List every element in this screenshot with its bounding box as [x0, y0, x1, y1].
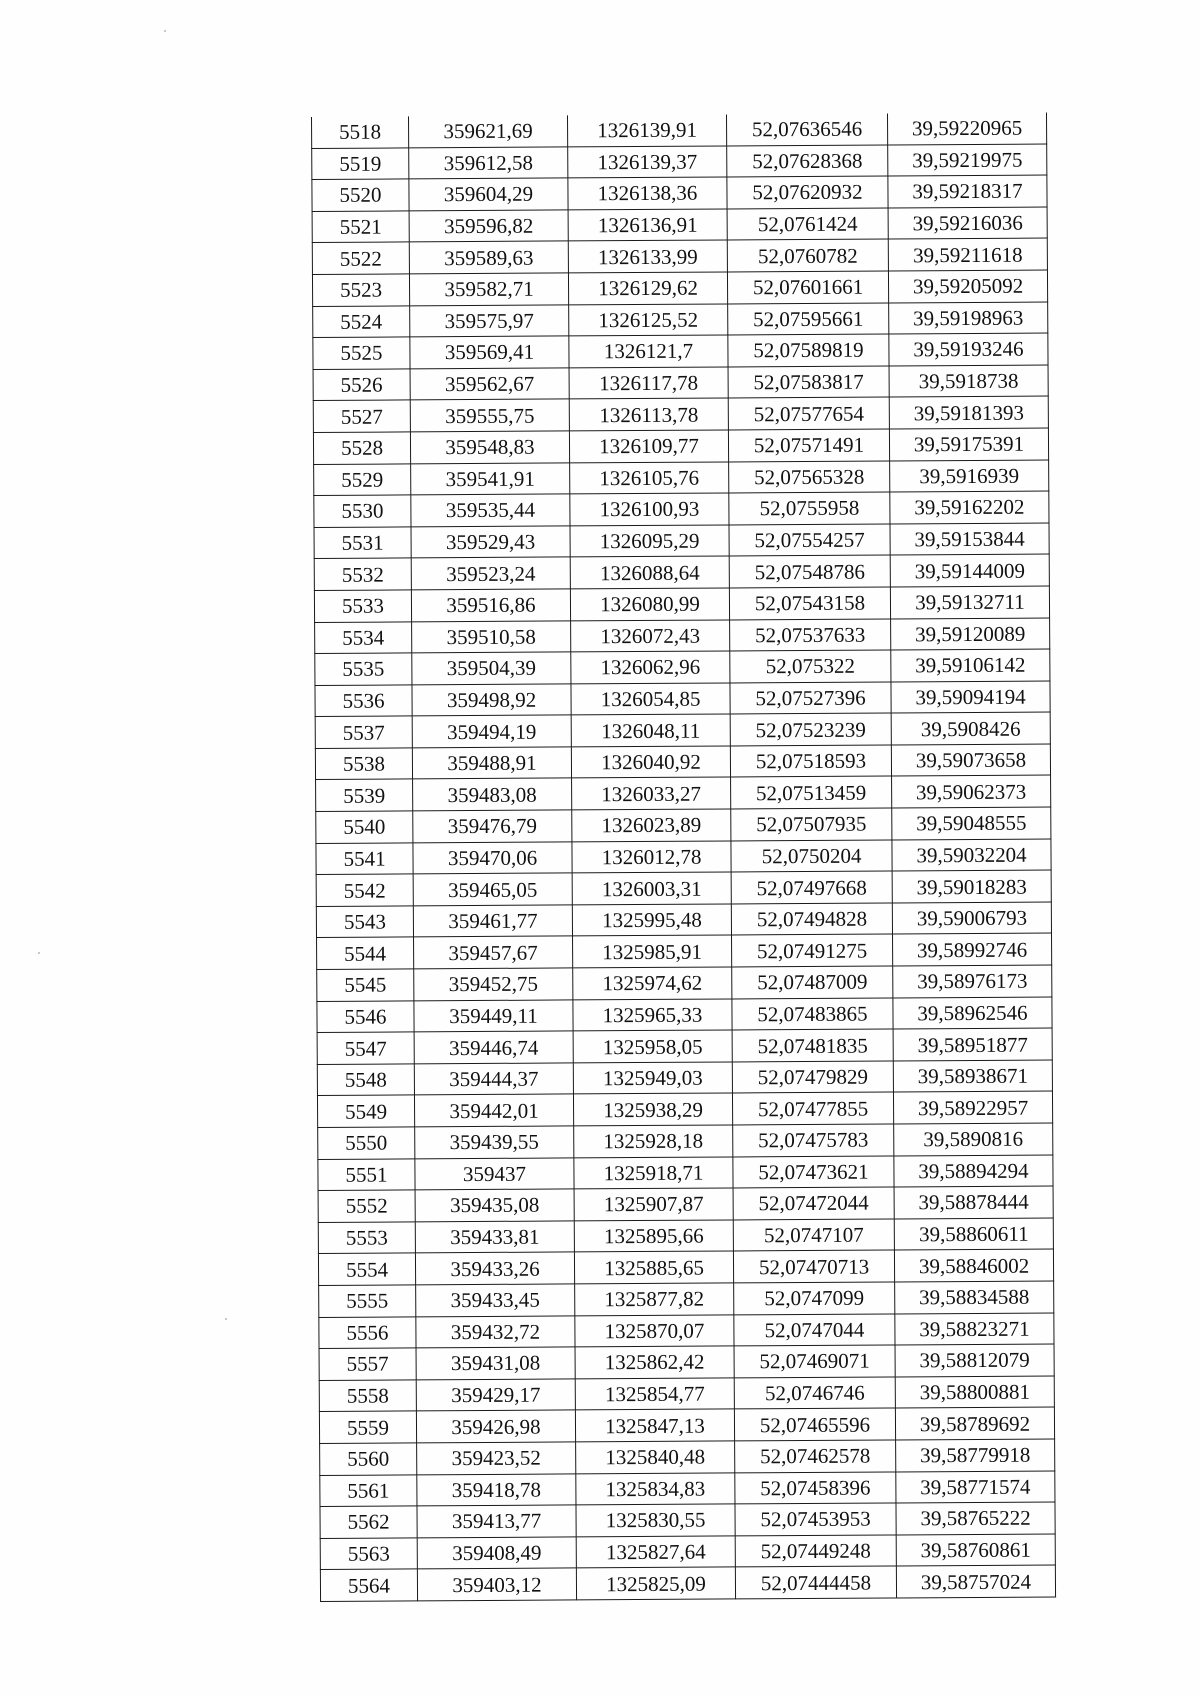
table-row [312, 207, 1047, 243]
table-row [312, 113, 1047, 149]
point-number-cell: 5531 [314, 527, 411, 559]
latitude-cell: 52,07473621 [733, 1156, 894, 1189]
x-coordinate-cell: 359413,77 [417, 1505, 576, 1538]
y-coordinate-cell: 1325938,29 [573, 1093, 732, 1126]
latitude-cell: 52,07472044 [733, 1187, 894, 1220]
longitude-cell: 39,58760861 [896, 1534, 1055, 1567]
longitude-cell: 39,59216036 [888, 207, 1047, 240]
latitude-cell: 52,07477855 [732, 1092, 893, 1125]
longitude-cell: 39,58894294 [894, 1155, 1053, 1188]
y-coordinate-cell: 1325918,71 [574, 1157, 733, 1190]
longitude-cell: 39,58938671 [893, 1060, 1052, 1093]
point-number-cell: 5538 [315, 748, 412, 780]
x-coordinate-cell: 359444,37 [414, 1063, 573, 1096]
longitude-cell: 39,59032204 [892, 839, 1051, 872]
table-row [315, 617, 1050, 653]
y-coordinate-cell: 1326139,91 [567, 114, 726, 146]
longitude-cell: 39,5890816 [894, 1123, 1053, 1156]
table-row [320, 1439, 1055, 1475]
y-coordinate-cell: 1326125,52 [569, 304, 728, 337]
point-number-cell: 5546 [317, 1001, 414, 1033]
latitude-cell: 52,0750204 [731, 840, 892, 873]
x-coordinate-cell: 359408,49 [417, 1537, 576, 1570]
latitude-cell: 52,07462578 [735, 1440, 896, 1473]
point-number-cell: 5543 [316, 906, 413, 938]
table-row [314, 554, 1049, 590]
longitude-cell: 39,5908426 [891, 712, 1050, 745]
x-coordinate-cell: 359461,77 [413, 905, 572, 938]
point-number-cell: 5523 [312, 274, 409, 306]
point-number-cell: 5540 [316, 811, 413, 843]
point-number-cell: 5524 [313, 305, 410, 337]
longitude-cell: 39,59006793 [892, 902, 1051, 935]
table-row [317, 1028, 1052, 1064]
x-coordinate-cell: 359483,08 [413, 778, 572, 811]
table-row [317, 933, 1052, 969]
table-row [320, 1471, 1055, 1507]
point-number-cell: 5526 [313, 369, 410, 401]
latitude-cell: 52,07601661 [727, 271, 888, 304]
longitude-cell: 39,58823271 [895, 1313, 1054, 1346]
scan-speck [38, 952, 40, 954]
x-coordinate-cell: 359432,72 [416, 1315, 575, 1348]
point-number-cell: 5549 [317, 1095, 414, 1127]
table-row [312, 175, 1047, 211]
point-number-cell: 5564 [320, 1569, 417, 1601]
point-number-cell: 5556 [319, 1316, 416, 1348]
y-coordinate-cell: 1326040,92 [571, 746, 730, 779]
table-row [315, 649, 1050, 685]
table-row [317, 1060, 1052, 1096]
table-row [315, 681, 1050, 717]
y-coordinate-cell: 1326133,99 [568, 240, 727, 273]
point-number-cell: 5560 [320, 1443, 417, 1475]
table-row [315, 744, 1050, 780]
y-coordinate-cell: 1326088,64 [570, 556, 729, 589]
y-coordinate-cell: 1325995,48 [572, 904, 731, 937]
table-row [312, 238, 1047, 274]
table-row [316, 902, 1051, 938]
point-number-cell: 5527 [313, 400, 410, 432]
point-number-cell: 5539 [316, 779, 413, 811]
x-coordinate-cell: 359423,52 [417, 1442, 576, 1475]
table-row [317, 997, 1052, 1033]
latitude-cell: 52,07449248 [735, 1535, 896, 1568]
latitude-cell: 52,07479829 [732, 1061, 893, 1094]
scan-speck [164, 30, 166, 32]
x-coordinate-cell: 359510,58 [412, 620, 571, 653]
longitude-cell: 39,58878444 [894, 1186, 1053, 1219]
longitude-cell: 39,58992746 [893, 933, 1052, 966]
x-coordinate-cell: 359582,71 [409, 273, 568, 306]
table-row [313, 365, 1048, 401]
x-coordinate-cell: 359504,39 [412, 652, 571, 685]
longitude-cell: 39,59073658 [891, 744, 1050, 777]
point-number-cell: 5528 [313, 432, 410, 464]
table-row [316, 870, 1051, 906]
latitude-cell: 52,07571491 [728, 429, 889, 462]
longitude-cell: 39,58834588 [895, 1281, 1054, 1314]
latitude-cell: 52,0755958 [729, 492, 890, 525]
x-coordinate-cell: 359516,86 [411, 589, 570, 622]
y-coordinate-cell: 1326048,11 [571, 714, 730, 747]
y-coordinate-cell: 1326012,78 [572, 841, 731, 874]
y-coordinate-cell: 1326054,85 [571, 683, 730, 716]
x-coordinate-cell: 359494,19 [412, 715, 571, 748]
point-number-cell: 5529 [314, 463, 411, 495]
longitude-cell: 39,58976173 [893, 965, 1052, 998]
y-coordinate-cell: 1325985,91 [573, 935, 732, 968]
y-coordinate-cell: 1326136,91 [568, 209, 727, 242]
longitude-cell: 39,58860611 [894, 1218, 1053, 1251]
y-coordinate-cell: 1325834,83 [576, 1472, 735, 1505]
table-row [314, 491, 1049, 527]
coordinate-table [311, 113, 1056, 1602]
table-row [318, 1249, 1053, 1285]
x-coordinate-cell: 359429,17 [416, 1379, 575, 1412]
point-number-cell: 5554 [318, 1253, 415, 1285]
table-row [319, 1407, 1054, 1443]
x-coordinate-cell: 359452,75 [414, 968, 573, 1001]
x-coordinate-cell: 359488,91 [412, 747, 571, 780]
longitude-cell: 39,59062373 [892, 775, 1051, 808]
latitude-cell: 52,07483865 [732, 998, 893, 1031]
x-coordinate-cell: 359403,12 [417, 1568, 576, 1601]
latitude-cell: 52,07595661 [728, 303, 889, 336]
y-coordinate-cell: 1325958,05 [573, 1030, 732, 1063]
x-coordinate-cell: 359569,41 [410, 336, 569, 369]
latitude-cell: 52,07565328 [729, 461, 890, 494]
y-coordinate-cell: 1325895,66 [574, 1220, 733, 1253]
longitude-cell: 39,59106142 [891, 649, 1050, 682]
point-number-cell: 5545 [317, 969, 414, 1001]
x-coordinate-cell: 359529,43 [411, 526, 570, 559]
coordinate-table-body [312, 113, 1056, 1602]
x-coordinate-cell: 359596,82 [409, 210, 568, 243]
latitude-cell: 52,07583817 [728, 366, 889, 399]
longitude-cell: 39,59205092 [888, 270, 1047, 303]
longitude-cell: 39,59144009 [890, 554, 1049, 587]
longitude-cell: 39,58962546 [893, 997, 1052, 1030]
y-coordinate-cell: 1326129,62 [568, 272, 727, 305]
x-coordinate-cell: 359446,74 [414, 1031, 573, 1064]
longitude-cell: 39,59219975 [888, 144, 1047, 177]
longitude-cell: 39,5918738 [889, 365, 1048, 398]
longitude-cell: 39,58789692 [895, 1407, 1054, 1440]
table-row [320, 1502, 1055, 1538]
table-row [318, 1123, 1053, 1159]
y-coordinate-cell: 1326080,99 [570, 588, 729, 621]
point-number-cell: 5519 [312, 147, 409, 179]
point-number-cell: 5533 [314, 590, 411, 622]
table-row [314, 460, 1049, 496]
latitude-cell: 52,07470713 [733, 1250, 894, 1283]
x-coordinate-cell: 359562,67 [410, 368, 569, 401]
latitude-cell: 52,07554257 [729, 524, 890, 557]
point-number-cell: 5563 [320, 1538, 417, 1570]
y-coordinate-cell: 1325830,55 [576, 1504, 735, 1537]
x-coordinate-cell: 359523,24 [411, 557, 570, 590]
x-coordinate-cell: 359476,79 [413, 810, 572, 843]
table-row [319, 1344, 1054, 1380]
x-coordinate-cell: 359498,92 [412, 684, 571, 717]
point-number-cell: 5522 [312, 242, 409, 274]
x-coordinate-cell: 359604,29 [409, 178, 568, 211]
latitude-cell: 52,07527396 [730, 682, 891, 715]
longitude-cell: 39,59162202 [890, 491, 1049, 524]
x-coordinate-cell: 359433,45 [416, 1284, 575, 1317]
point-number-cell: 5534 [315, 621, 412, 653]
y-coordinate-cell: 1325928,18 [574, 1125, 733, 1158]
point-number-cell: 5542 [316, 874, 413, 906]
x-coordinate-cell: 359465,05 [413, 873, 572, 906]
y-coordinate-cell: 1325949,03 [573, 1062, 732, 1095]
x-coordinate-cell: 359470,06 [413, 842, 572, 875]
latitude-cell: 52,0747099 [734, 1282, 895, 1315]
latitude-cell: 52,0746746 [734, 1377, 895, 1410]
point-number-cell: 5561 [320, 1474, 417, 1506]
latitude-cell: 52,07543158 [729, 587, 890, 620]
point-number-cell: 5547 [317, 1032, 414, 1064]
latitude-cell: 52,07469071 [734, 1345, 895, 1378]
table-row [318, 1218, 1053, 1254]
latitude-cell: 52,07465596 [734, 1408, 895, 1441]
y-coordinate-cell: 1326139,37 [568, 146, 727, 179]
point-number-cell: 5537 [315, 716, 412, 748]
x-coordinate-cell: 359548,83 [410, 431, 569, 464]
point-number-cell: 5550 [318, 1127, 415, 1159]
x-coordinate-cell: 359457,67 [414, 936, 573, 969]
latitude-cell: 52,07589819 [728, 334, 889, 367]
y-coordinate-cell: 1326100,93 [570, 493, 729, 526]
point-number-cell: 5559 [319, 1411, 416, 1443]
latitude-cell: 52,07518593 [730, 745, 891, 778]
longitude-cell: 39,58812079 [895, 1344, 1054, 1377]
longitude-cell: 39,5916939 [890, 460, 1049, 493]
point-number-cell: 5541 [316, 843, 413, 875]
longitude-cell: 39,58846002 [894, 1249, 1053, 1282]
table-row [318, 1186, 1053, 1222]
point-number-cell: 5520 [312, 179, 409, 211]
table-row [319, 1281, 1054, 1317]
point-number-cell: 5536 [315, 685, 412, 717]
table-row [313, 333, 1048, 369]
x-coordinate-cell: 359433,81 [415, 1221, 574, 1254]
table-row [316, 775, 1051, 811]
longitude-cell: 39,58951877 [893, 1028, 1052, 1061]
point-number-cell: 5544 [317, 937, 414, 969]
longitude-cell: 39,59132711 [890, 586, 1049, 619]
longitude-cell: 39,59181393 [889, 396, 1048, 429]
longitude-cell: 39,59153844 [890, 523, 1049, 556]
x-coordinate-cell: 359612,58 [409, 147, 568, 180]
point-number-cell: 5558 [319, 1380, 416, 1412]
point-number-cell: 5552 [318, 1190, 415, 1222]
x-coordinate-cell: 359439,55 [415, 1126, 574, 1159]
table-row [314, 586, 1049, 622]
point-number-cell: 5530 [314, 495, 411, 527]
table-row [319, 1313, 1054, 1349]
longitude-cell: 39,59220965 [887, 113, 1046, 145]
longitude-cell: 39,59048555 [892, 807, 1051, 840]
y-coordinate-cell: 1325877,82 [575, 1283, 734, 1316]
y-coordinate-cell: 1325840,48 [576, 1441, 735, 1474]
x-coordinate-cell: 359435,08 [415, 1189, 574, 1222]
x-coordinate-cell: 359433,26 [415, 1252, 574, 1285]
x-coordinate-cell: 359437 [415, 1158, 574, 1191]
y-coordinate-cell: 1326113,78 [569, 398, 728, 431]
table-row [313, 302, 1048, 338]
longitude-cell: 39,58765222 [896, 1502, 1055, 1535]
table-row [317, 965, 1052, 1001]
x-coordinate-cell: 359589,63 [409, 241, 568, 274]
table-row [316, 839, 1051, 875]
latitude-cell: 52,07507935 [731, 808, 892, 841]
table-row [314, 523, 1049, 559]
longitude-cell: 39,59175391 [889, 428, 1048, 461]
point-number-cell: 5553 [318, 1222, 415, 1254]
longitude-cell: 39,59193246 [889, 333, 1048, 366]
table-row [320, 1534, 1055, 1570]
y-coordinate-cell: 1325862,42 [575, 1346, 734, 1379]
table-row [317, 1091, 1052, 1127]
table-row [312, 144, 1047, 180]
y-coordinate-cell: 1325827,64 [576, 1536, 735, 1569]
y-coordinate-cell: 1326023,89 [572, 809, 731, 842]
longitude-cell: 39,59198963 [889, 302, 1048, 335]
y-coordinate-cell: 1326105,76 [570, 461, 729, 494]
table-row [319, 1376, 1054, 1412]
x-coordinate-cell: 359431,08 [416, 1347, 575, 1380]
latitude-cell: 52,07458396 [735, 1471, 896, 1504]
table-row [315, 712, 1050, 748]
longitude-cell: 39,58800881 [895, 1376, 1054, 1409]
longitude-cell: 39,58779918 [896, 1439, 1055, 1472]
point-number-cell: 5548 [317, 1064, 414, 1096]
y-coordinate-cell: 1325870,07 [575, 1315, 734, 1348]
x-coordinate-cell: 359535,44 [411, 494, 570, 527]
point-number-cell: 5555 [319, 1285, 416, 1317]
point-number-cell: 5532 [314, 558, 411, 590]
y-coordinate-cell: 1325885,65 [574, 1251, 733, 1284]
point-number-cell: 5525 [313, 337, 410, 369]
longitude-cell: 39,59120089 [891, 617, 1050, 650]
table-row [312, 270, 1047, 306]
x-coordinate-cell: 359418,78 [417, 1473, 576, 1506]
table-row [313, 396, 1048, 432]
y-coordinate-cell: 1326003,31 [572, 872, 731, 905]
point-number-cell: 5535 [315, 653, 412, 685]
latitude-cell: 52,07628368 [727, 145, 888, 178]
y-coordinate-cell: 1325907,87 [574, 1188, 733, 1221]
longitude-cell: 39,58922957 [893, 1091, 1052, 1124]
latitude-cell: 52,07513459 [731, 776, 892, 809]
y-coordinate-cell: 1326095,29 [570, 525, 729, 558]
y-coordinate-cell: 1326072,43 [571, 619, 730, 652]
point-number-cell: 5551 [318, 1158, 415, 1190]
latitude-cell: 52,07537633 [730, 618, 891, 651]
x-coordinate-cell: 359555,75 [410, 399, 569, 432]
longitude-cell: 39,59218317 [888, 175, 1047, 208]
longitude-cell: 39,59018283 [892, 870, 1051, 903]
x-coordinate-cell: 359541,91 [411, 462, 570, 495]
table-row [320, 1565, 1055, 1601]
scan-speck [225, 1318, 227, 1320]
x-coordinate-cell: 359426,98 [416, 1410, 575, 1443]
latitude-cell: 52,07481835 [732, 1029, 893, 1062]
latitude-cell: 52,0761424 [727, 208, 888, 241]
y-coordinate-cell: 1326138,36 [568, 177, 727, 210]
latitude-cell: 52,07475783 [733, 1124, 894, 1157]
latitude-cell: 52,07487009 [732, 966, 893, 999]
latitude-cell: 52,0747107 [733, 1219, 894, 1252]
y-coordinate-cell: 1325825,09 [576, 1567, 735, 1600]
point-number-cell: 5518 [312, 116, 409, 148]
latitude-cell: 52,07497668 [731, 871, 892, 904]
y-coordinate-cell: 1325854,77 [575, 1378, 734, 1411]
table-row [313, 428, 1048, 464]
latitude-cell: 52,07636546 [726, 113, 887, 145]
latitude-cell: 52,07577654 [728, 397, 889, 430]
y-coordinate-cell: 1326121,7 [569, 335, 728, 368]
y-coordinate-cell: 1326033,27 [572, 777, 731, 810]
y-coordinate-cell: 1326117,78 [569, 367, 728, 400]
y-coordinate-cell: 1325965,33 [573, 999, 732, 1032]
longitude-cell: 39,59094194 [891, 681, 1050, 714]
latitude-cell: 52,075322 [730, 650, 891, 683]
x-coordinate-cell: 359449,11 [414, 1000, 573, 1033]
latitude-cell: 52,07491275 [732, 934, 893, 967]
latitude-cell: 52,07444458 [735, 1566, 896, 1599]
x-coordinate-cell: 359442,01 [414, 1094, 573, 1127]
x-coordinate-cell: 359621,69 [408, 115, 567, 147]
x-coordinate-cell: 359575,97 [410, 304, 569, 337]
y-coordinate-cell: 1325974,62 [573, 967, 732, 1000]
latitude-cell: 52,0760782 [727, 239, 888, 272]
table-row [316, 807, 1051, 843]
point-number-cell: 5521 [312, 211, 409, 243]
latitude-cell: 52,0747044 [734, 1314, 895, 1347]
y-coordinate-cell: 1326109,77 [569, 430, 728, 463]
longitude-cell: 39,58757024 [896, 1565, 1055, 1598]
longitude-cell: 39,59211618 [888, 238, 1047, 271]
latitude-cell: 52,07523239 [730, 713, 891, 746]
latitude-cell: 52,07548786 [729, 555, 890, 588]
point-number-cell: 5557 [319, 1348, 416, 1380]
point-number-cell: 5562 [320, 1506, 417, 1538]
table-row [318, 1155, 1053, 1191]
y-coordinate-cell: 1325847,13 [575, 1409, 734, 1442]
longitude-cell: 39,58771574 [896, 1471, 1055, 1504]
latitude-cell: 52,07620932 [727, 176, 888, 209]
y-coordinate-cell: 1326062,96 [571, 651, 730, 684]
latitude-cell: 52,07453953 [735, 1503, 896, 1536]
latitude-cell: 52,07494828 [731, 903, 892, 936]
